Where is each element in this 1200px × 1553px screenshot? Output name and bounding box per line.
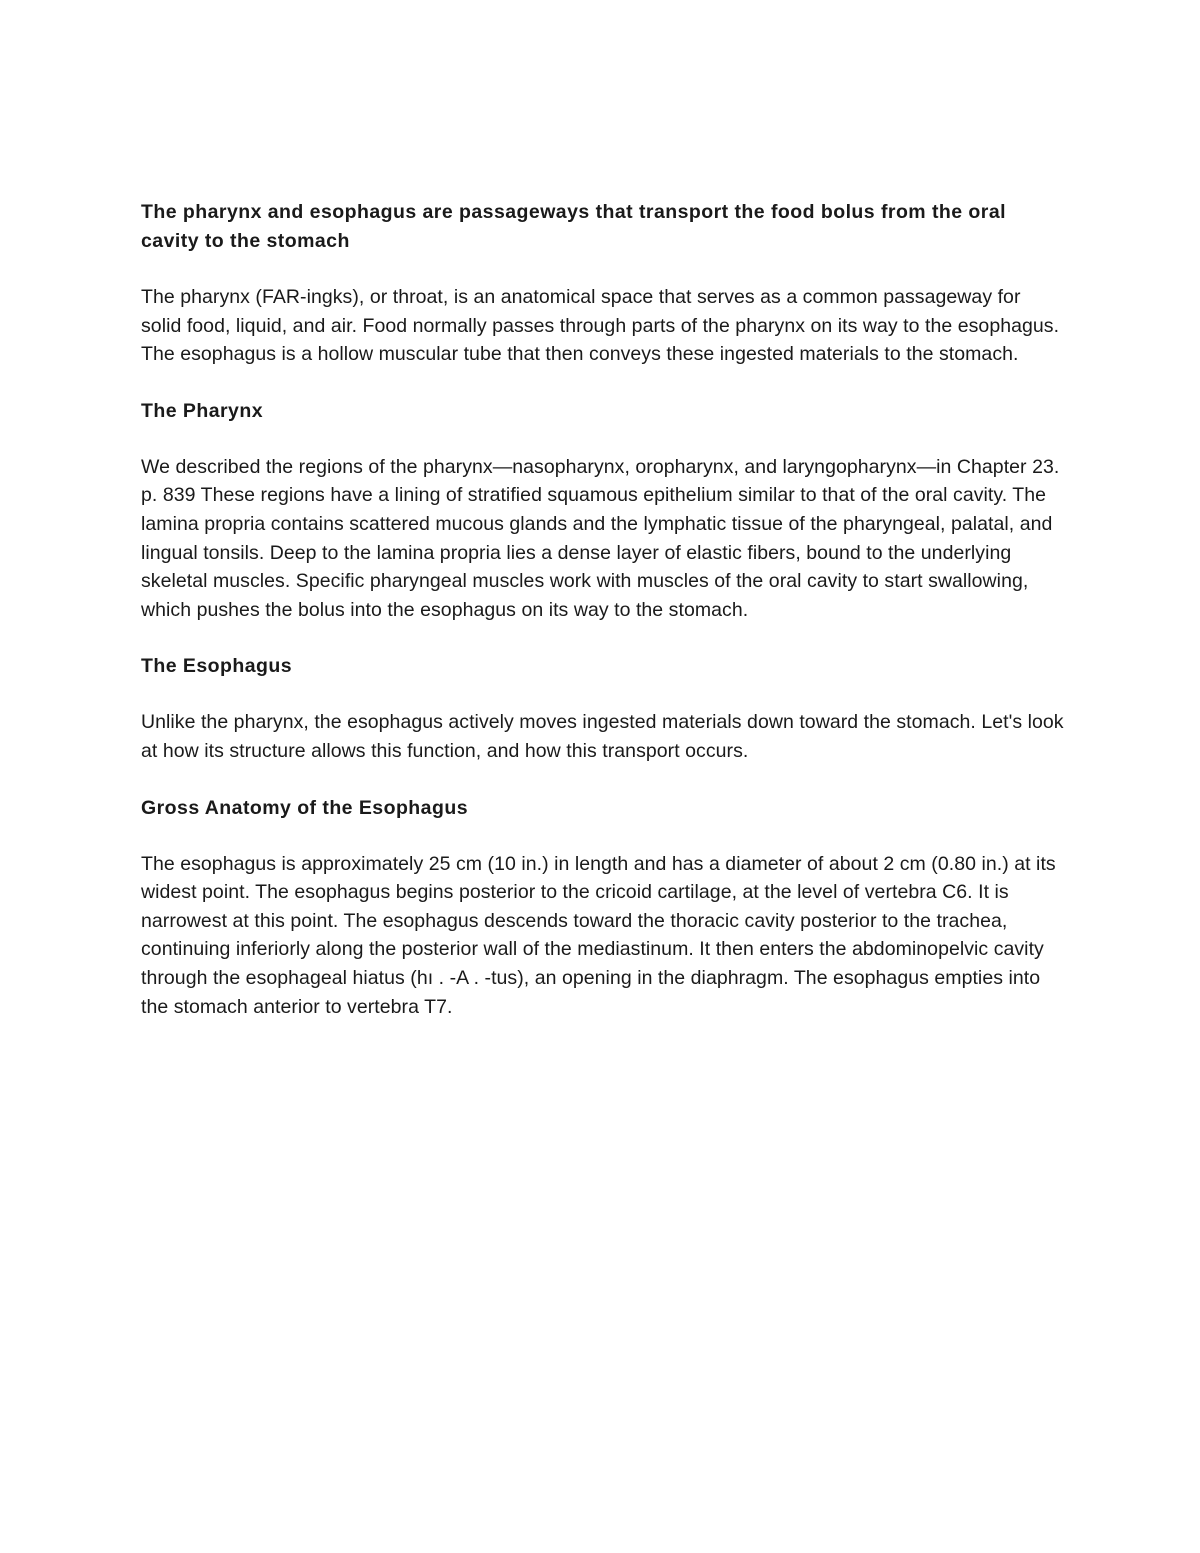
section-paragraph-gross-anatomy: The esophagus is approximately 25 cm (10 in.) in length and has a diameter of about 2 cm (0.80 in.) at its widest point. The esophagus begins posterior to the cricoid cartilage, at the level of vertebra C6. It is narrowest at this point. The esophagus descends toward the thoracic cavity posterior to the trachea, continuing inferiorly along the posterior wall of the mediastinum. It then enters the abdominopelvic cavity through the esophageal hiatus (hı . -A . -tus), an opening in the diaphragm. The esophagus empties into the stomach anterior to vertebra T7.	[141, 852, 1056, 1018]
section-heading-intro: The pharynx and esophagus are passageways that transport the food bolus from the oral cavity to the stomach	[141, 201, 1006, 252]
section-paragraph-pharynx: We described the regions of the pharynx—nasopharynx, oropharynx, and laryngopharynx—in Chapter 23. p. 839 These regions have a lining of stratified squamous epithelium similar to that of the oral cavity. The lamina propria contains scattered mucous glands and the lymphatic tissue of the pharyngeal, palatal, and lingual tonsils. Deep to the lamina propria lies a dense layer of elastic fibers, bound to the underlying skeletal muscles. Specific pharyngeal muscles work with muscles of the oral cavity to start swallowing, which pushes the bolus into the esophagus on its way to the stomach.	[141, 455, 1060, 621]
section-paragraph-esophagus: Unlike the pharynx, the esophagus actively moves ingested materials down toward the stomach. Let's look at how its structure allows this function, and how this transport occurs.	[141, 711, 1064, 762]
section-heading-gross-anatomy: Gross Anatomy of the Esophagus	[141, 796, 468, 819]
document-body	[141, 198, 1066, 1049]
section-paragraph-intro: The pharynx (FAR-ingks), or throat, is an anatomical space that serves as a common passageway for solid food, liquid, and air. Food normally passes through parts of the pharynx on its way to the esophagus. The esophagus is a hollow muscular tube that then conveys these ingested materials to the stomach.	[141, 286, 1060, 366]
section-heading-esophagus: The Esophagus	[141, 655, 293, 678]
section-heading-pharynx: The Pharynx	[141, 399, 263, 422]
